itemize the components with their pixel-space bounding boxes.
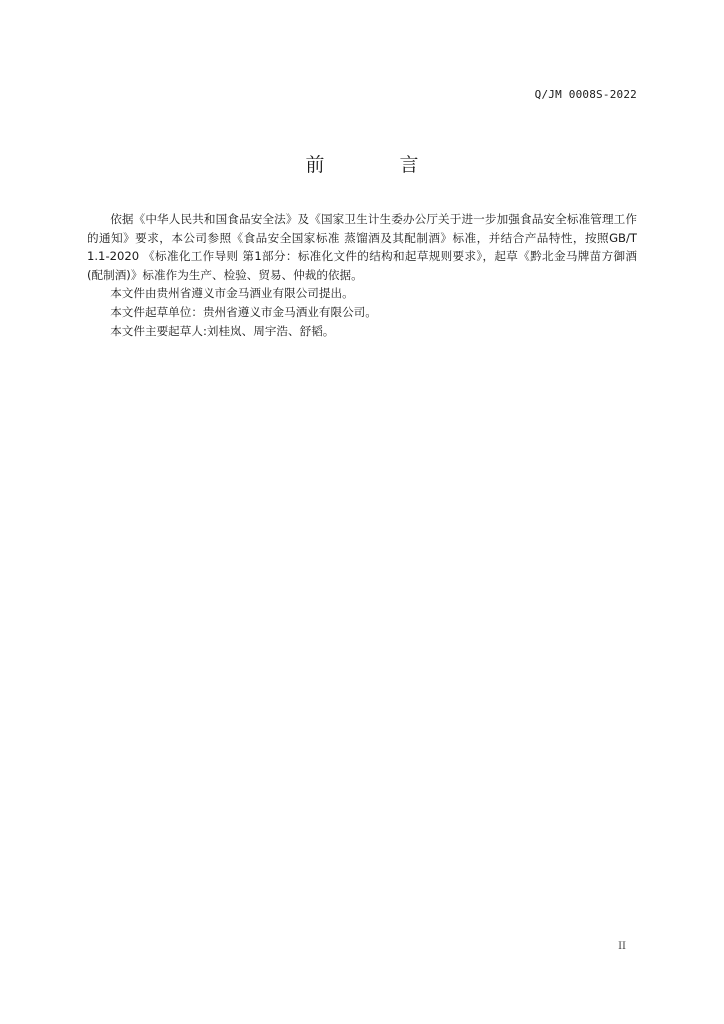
paragraph-proposer: 本文件由贵州省遵义市金马酒业有限公司提出。 <box>110 286 354 301</box>
page-number: II <box>618 941 626 952</box>
standard-code: Q/JM 0008S-2022 <box>534 88 637 101</box>
foreword-body <box>87 210 637 340</box>
paragraph-drafting-unit: 本文件起草单位：贵州省遵义市金马酒业有限公司。 <box>110 304 377 319</box>
paragraph-basis: 依据《中华人民共和国食品安全法》及《国家卫生计生委办公厅关于进一步加强食品安全标准管理工作的通知》要求，本公司参照《食品安全国家标准 蒸馏酒及其配制酒》标准，并结合产品特性，按照GB/T 1.1-2020 《标准化工作导则 第1部分：标准化文件的结构和起草规则要求》，起草《黔北金马牌苗方御酒(配制酒)》标准作为生产、检验、贸易、仲裁的依据。 <box>87 212 637 282</box>
page-title: 前 言 <box>305 154 447 176</box>
paragraph-drafters: 本文件主要起草人:刘桂岚、周宇浩、舒韬。 <box>110 323 335 338</box>
